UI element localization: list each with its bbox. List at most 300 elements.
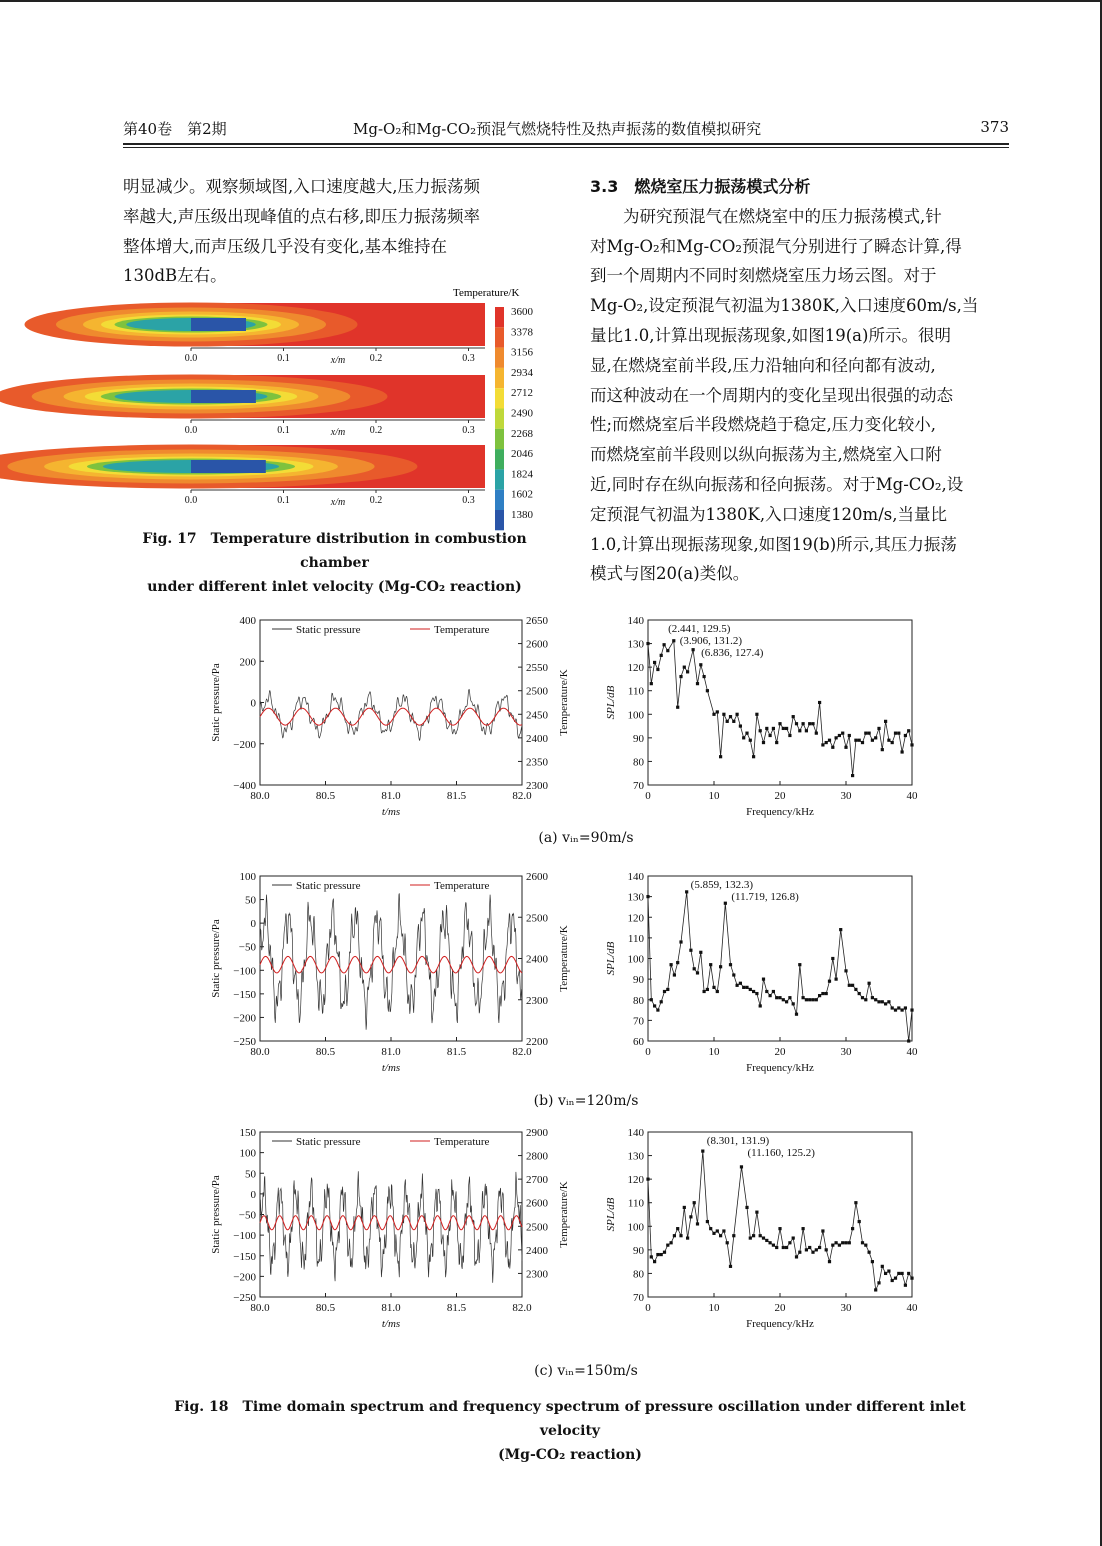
spl-data-point (841, 1241, 844, 1244)
spl-data-point (828, 739, 831, 742)
spl-data-point (835, 978, 838, 981)
spl-data-point (818, 701, 821, 704)
y-tick-label: 120 (627, 662, 644, 675)
spl-data-point (703, 675, 706, 678)
y2-tick-label: 2300 (526, 1268, 548, 1281)
y-tick-label: 140 (627, 871, 644, 883)
legend-label-pressure: Static pressure (296, 624, 361, 636)
spl-data-point (785, 1000, 788, 1003)
spl-data-point (910, 1277, 913, 1280)
spl-data-point (868, 732, 871, 735)
y-tick-label: 80 (633, 1268, 644, 1281)
y-axis-label: SPL/dB (605, 1197, 617, 1232)
y2-tick-label: 2600 (526, 1197, 548, 1210)
peak-annotation: (11.719, 126.8) (731, 891, 799, 903)
spl-data-point (910, 743, 913, 746)
spl-data-point (854, 1201, 857, 1204)
x-tick-label: 80.0 (250, 790, 270, 802)
spl-data-point (762, 1236, 765, 1239)
spl-data-point (663, 643, 666, 646)
spl-data-point (871, 1260, 874, 1263)
spl-data-point (805, 729, 808, 732)
x-tick-label: 80.5 (315, 1302, 336, 1314)
x-tick-label: 80.5 (315, 790, 336, 802)
x-tick-label: 81.5 (446, 1046, 467, 1058)
spl-data-point (709, 1227, 712, 1230)
spl-data-point (868, 982, 871, 985)
spl-data-point (755, 1211, 758, 1214)
left-column-text (123, 172, 546, 291)
legend-tick-label: 1602 (511, 488, 533, 501)
spl-data-point (907, 729, 910, 732)
spl-data-point (716, 1229, 719, 1232)
spl-data-point (802, 996, 805, 999)
legend-color-swatch (495, 348, 504, 368)
spl-data-point (719, 965, 722, 968)
spl-data-point (670, 1241, 673, 1244)
spl-data-point (868, 1251, 871, 1254)
x-axis-label: x/m (330, 497, 346, 508)
peak-annotation: (2.441, 129.5) (668, 623, 731, 635)
spl-data-point (815, 732, 818, 735)
y-tick-label: 100 (627, 1221, 644, 1234)
x-tick-label: 80.0 (250, 1046, 270, 1058)
spl-data-point (692, 648, 695, 651)
static-pressure-series (260, 1171, 522, 1283)
spl-data-point (839, 928, 842, 931)
y-tick-label: 130 (627, 1150, 644, 1163)
y-tick-label: 60 (633, 1036, 644, 1048)
x-tick-label: 81.5 (446, 1302, 467, 1314)
spl-data-point (821, 992, 824, 995)
section-heading: 3.3 燃烧室压力振荡模式分析 (590, 177, 811, 196)
text-line: 到一个周期内不同时刻燃烧室压力场云图。对于 (590, 266, 937, 286)
spl-data-point (683, 1206, 686, 1209)
spl-data-point (778, 996, 781, 999)
x-tick-label: 80.0 (250, 1302, 270, 1314)
text-line: 量比1.0,计算出现振荡现象,如图19(a)所示。很明 (590, 325, 951, 345)
spl-data-point (693, 1201, 696, 1204)
spl-data-point (821, 1229, 824, 1232)
spl-data-point (676, 961, 679, 964)
spl-data-point (749, 988, 752, 991)
spl-data-point (844, 746, 847, 749)
fig17-caption-line1: Fig. 17 Temperature distribution in combustion chamber (142, 531, 527, 571)
spl-data-point (742, 736, 745, 739)
fig17-temperature-contours (123, 285, 553, 525)
x-tick-label: 30 (840, 790, 852, 802)
legend-label-temperature: Temperature (434, 624, 490, 636)
spl-data-point (901, 750, 904, 753)
spl-data-point (907, 1039, 910, 1042)
spl-data-point (851, 774, 854, 777)
spl-data-point (907, 1272, 910, 1275)
legend-tick-label: 3600 (511, 306, 533, 318)
page-number: 373 (980, 118, 1009, 136)
spl-data-point (703, 990, 706, 993)
y-tick-label: −150 (233, 1250, 256, 1263)
spl-data-point (838, 1244, 841, 1247)
plot-frame (260, 620, 522, 785)
spl-data-point (864, 1244, 867, 1247)
spl-data-point (874, 998, 877, 1001)
spl-data-point (792, 1002, 795, 1005)
spl-data-point (679, 1234, 682, 1237)
spl-data-point (672, 639, 675, 642)
spl-data-point (660, 654, 663, 657)
spl-data-point (788, 996, 791, 999)
text-line: 而燃烧室前半段则以纵向振荡为主,燃烧室入口附 (590, 445, 942, 465)
x-tick-label: 0.0 (184, 495, 198, 506)
spl-data-point (656, 668, 659, 671)
paper-title-header: Mg-O₂和Mg-CO₂预混气燃烧特性及热声振荡的数值模拟研究 (353, 120, 762, 138)
spl-data-point (798, 729, 801, 732)
y-tick-label: 100 (239, 871, 256, 883)
spl-data-point (785, 1246, 788, 1249)
spl-data-point (765, 1239, 768, 1242)
y-tick-label: 130 (627, 891, 644, 904)
legend-label-pressure: Static pressure (296, 880, 361, 892)
spl-data-point (726, 1241, 729, 1244)
spl-data-point (685, 890, 688, 893)
y2-tick-label: 2550 (526, 662, 548, 675)
spl-data-point (650, 998, 653, 1001)
spl-data-point (666, 988, 669, 991)
spl-data-point (778, 1227, 781, 1230)
spl-data-point (712, 1232, 715, 1235)
spl-data-point (858, 739, 861, 742)
x-tick-label: 81.0 (381, 1046, 401, 1058)
spl-data-point (788, 734, 791, 737)
chart-a-time-domain (205, 610, 570, 825)
spl-data-point (884, 1272, 887, 1275)
y2-axis-label: Temperature/K (558, 1181, 570, 1248)
text-line: 1.0,计算出现振荡现象,如图19(b)所示,其压力振荡 (590, 534, 957, 554)
y-tick-label: −200 (233, 738, 256, 751)
spl-data-point (881, 748, 884, 751)
fig17-caption (123, 527, 546, 599)
spl-data-point (745, 732, 748, 735)
spl-data-point (759, 1004, 762, 1007)
legend-label-temperature: Temperature (434, 1136, 490, 1148)
subcaption-b: (b) vᵢₙ=120m/s (533, 1093, 639, 1109)
spl-data-point (782, 1246, 785, 1249)
spl-data-point (679, 675, 682, 678)
spl-data-point (726, 720, 729, 723)
spl-data-point (811, 722, 814, 725)
spl-data-point (716, 710, 719, 713)
spl-data-point (712, 713, 715, 716)
y-tick-label: −250 (233, 1036, 256, 1048)
spl-data-point (696, 1222, 699, 1225)
spl-data-point (696, 682, 699, 685)
spl-data-point (901, 1272, 904, 1275)
spl-data-point (765, 727, 768, 730)
x-tick-label: 20 (774, 1302, 786, 1314)
y2-tick-label: 2500 (526, 1221, 548, 1234)
spl-data-point (670, 963, 673, 966)
text-line: 模式与图20(a)类似。 (590, 564, 750, 584)
spl-data-point (765, 990, 768, 993)
spl-data-point (785, 727, 788, 730)
y-tick-label: 110 (627, 685, 644, 698)
spl-series-line (648, 892, 912, 1041)
y2-axis-label: Temperature/K (558, 669, 570, 736)
spl-data-point (749, 1236, 752, 1239)
spl-data-point (732, 1234, 735, 1237)
text-line: 率越大,声压级出现峰值的点右移,即压力振荡频率 (123, 206, 480, 226)
chart-c-time-domain (205, 1122, 570, 1352)
header-rule-thin (123, 147, 1009, 148)
text-line: 130dB左右。 (123, 266, 227, 286)
spl-data-point (683, 666, 686, 669)
spl-data-point (782, 727, 785, 730)
spl-data-point (808, 998, 811, 1001)
y-tick-label: −100 (233, 1230, 256, 1243)
spl-data-point (831, 1244, 834, 1247)
static-pressure-series (260, 690, 522, 741)
legend-tick-label: 2934 (511, 366, 533, 379)
spl-data-point (646, 1178, 649, 1181)
text-line: 整体增大,而声压级几乎没有变化,基本维持在 (123, 236, 447, 256)
chart-b-time-domain (205, 866, 570, 1081)
y2-tick-label: 2450 (526, 709, 548, 722)
y-tick-label: −100 (233, 965, 256, 978)
spl-data-point (828, 980, 831, 983)
spl-data-point (881, 1265, 884, 1268)
spl-data-point (835, 736, 838, 739)
y2-tick-label: 2800 (526, 1150, 548, 1163)
spl-data-point (891, 1279, 894, 1282)
x-tick-label: 82.0 (512, 790, 532, 802)
spl-data-point (874, 736, 877, 739)
y-tick-label: −150 (233, 988, 256, 1001)
y-tick-label: 130 (627, 638, 644, 651)
y-tick-label: 0 (250, 1188, 256, 1201)
text-line: 性;而燃烧室后半段燃烧趋于稳定,压力变化较小, (590, 415, 937, 435)
spl-data-point (745, 1206, 748, 1209)
spl-data-point (706, 988, 709, 991)
legend-tick-label: 1380 (511, 509, 533, 521)
header-rule-thick (123, 143, 1009, 145)
spl-data-point (762, 978, 765, 981)
x-tick-label: 0.2 (369, 495, 383, 506)
peak-annotation: (6.836, 127.4) (701, 647, 764, 659)
spl-data-point (775, 741, 778, 744)
spl-data-point (877, 1281, 880, 1284)
text-line: 显,在燃烧室前半段,压力沿轴向和径向都有波动, (590, 355, 936, 375)
spl-data-point (891, 1006, 894, 1009)
x-tick-label: 82.0 (512, 1046, 532, 1058)
subcaption-a: (a) vᵢₙ=90m/s (538, 830, 634, 846)
spl-data-point (802, 722, 805, 725)
spl-data-point (884, 720, 887, 723)
spl-data-point (732, 973, 735, 976)
y2-tick-label: 2200 (526, 1036, 548, 1048)
spl-data-point (831, 746, 834, 749)
spl-data-point (693, 967, 696, 970)
x-tick-label: 30 (840, 1302, 852, 1314)
spl-data-point (660, 1253, 663, 1256)
x-tick-label: 0.0 (184, 425, 198, 436)
spl-data-point (877, 1000, 880, 1003)
legend-color-swatch (495, 469, 504, 489)
text-line: 明显减少。观察频域图,入口速度越大,压力振荡频 (123, 177, 480, 196)
spl-data-point (904, 734, 907, 737)
spl-data-point (848, 984, 851, 987)
color-legend (495, 306, 534, 530)
y-axis-label: Static pressure/Pa (210, 1175, 222, 1254)
spl-data-point (897, 1006, 900, 1009)
x-tick-label: 82.0 (512, 1302, 532, 1314)
spl-data-point (772, 990, 775, 993)
text-line: 近,同时存在纵向振荡和径向振荡。对于Mg-CO₂,设 (590, 474, 964, 494)
x-tick-label: 0.2 (369, 353, 383, 364)
chart-b-frequency-domain (596, 866, 931, 1081)
spl-data-point (901, 1008, 904, 1011)
static-pressure-series (260, 893, 522, 1029)
spl-data-point (788, 1241, 791, 1244)
legend-color-swatch (495, 490, 504, 510)
contour-panels (0, 303, 485, 509)
spl-data-point (778, 722, 781, 725)
spl-data-point (848, 734, 851, 737)
y-tick-label: 50 (245, 894, 256, 907)
x-tick-label: 0.3 (462, 425, 475, 436)
spl-data-point (663, 990, 666, 993)
x-tick-label: 0.3 (462, 353, 475, 364)
x-axis-label: t/ms (381, 1318, 401, 1330)
y2-tick-label: 2350 (526, 756, 548, 769)
text-line: 为研究预混气在燃烧室中的压力振荡模式,针 (623, 206, 942, 226)
spl-data-point (894, 1008, 897, 1011)
spl-data-point (851, 1227, 854, 1230)
y-axis-label: Static pressure/Pa (210, 663, 222, 742)
spl-data-point (802, 1227, 805, 1230)
y-axis-label: SPL/dB (605, 685, 617, 720)
spl-data-point (739, 982, 742, 985)
plot-frame (260, 1132, 522, 1297)
x-tick-label: 0.3 (462, 495, 475, 506)
y-tick-label: 80 (633, 994, 644, 1007)
y-tick-label: −400 (233, 780, 256, 792)
legend-color-swatch (495, 327, 504, 347)
spl-data-point (722, 1229, 725, 1232)
y2-tick-label: 2400 (526, 1244, 548, 1257)
spl-data-point (719, 755, 722, 758)
fig17-caption-line2: under different inlet velocity (Mg-CO₂ reaction) (147, 579, 522, 595)
spl-data-point (673, 973, 676, 976)
x-tick-label: 20 (774, 1046, 786, 1058)
fig18-caption (150, 1395, 990, 1467)
spl-data-point (666, 649, 669, 652)
y-tick-label: −200 (233, 1271, 256, 1284)
spl-data-point (712, 986, 715, 989)
spl-data-point (769, 994, 772, 997)
x-tick-label: 30 (840, 1046, 852, 1058)
page-border-top (0, 0, 1102, 2)
legend-color-swatch (495, 388, 504, 408)
spl-data-point (848, 1241, 851, 1244)
y-tick-label: −250 (233, 1292, 256, 1304)
x-tick-label: 80.5 (315, 1046, 336, 1058)
y-tick-label: −200 (233, 1012, 256, 1025)
inlet-jet (191, 460, 266, 473)
x-tick-label: 0.1 (277, 353, 290, 364)
spl-data-point (795, 1013, 798, 1016)
x-tick-label: 10 (708, 1046, 720, 1058)
fig18-caption-line2: (Mg-CO₂ reaction) (498, 1447, 642, 1463)
spl-data-point (811, 1251, 814, 1254)
spl-data-point (679, 940, 682, 943)
text-line: Mg-O₂,设定预混气初温为1380K,入口速度60m/s,当 (590, 296, 979, 316)
y-tick-label: 70 (633, 1292, 644, 1304)
y2-tick-label: 2500 (526, 912, 548, 925)
inlet-jet (191, 390, 256, 403)
spl-data-point (650, 682, 653, 685)
spl-data-point (884, 1002, 887, 1005)
y-axis-label: Static pressure/Pa (210, 919, 222, 998)
spl-data-point (745, 986, 748, 989)
spl-data-point (825, 741, 828, 744)
spl-data-point (729, 963, 732, 966)
y-tick-label: −50 (238, 1209, 256, 1222)
x-axis-label: x/m (330, 427, 346, 438)
spl-data-point (891, 741, 894, 744)
y2-tick-label: 2600 (526, 871, 548, 883)
y-tick-label: 70 (633, 780, 644, 792)
spl-data-point (904, 1006, 907, 1009)
spl-data-point (653, 1260, 656, 1263)
spl-data-point (844, 969, 847, 972)
x-tick-label: 0.0 (184, 353, 198, 364)
spl-data-point (676, 1227, 679, 1230)
spl-data-point (686, 1236, 689, 1239)
spl-data-point (877, 727, 880, 730)
spl-data-point (821, 743, 824, 746)
spl-data-point (699, 663, 702, 666)
x-tick-label: 0 (645, 1046, 651, 1058)
chart-c-frequency-domain (596, 1122, 931, 1352)
x-axis-label: t/ms (381, 806, 401, 818)
spl-data-point (861, 1241, 864, 1244)
spl-data-point (663, 1251, 666, 1254)
spl-data-point (792, 715, 795, 718)
peak-annotation: (5.859, 132.3) (690, 879, 753, 891)
spl-data-point (656, 1253, 659, 1256)
spl-data-point (838, 734, 841, 737)
spl-data-point (653, 1004, 656, 1007)
spl-data-point (798, 1251, 801, 1254)
y2-tick-label: 2600 (526, 638, 548, 651)
spl-data-point (864, 732, 867, 735)
legend-color-swatch (495, 429, 504, 449)
spl-data-point (851, 984, 854, 987)
chart-a-frequency-domain (596, 610, 931, 825)
spl-data-point (835, 1241, 838, 1244)
x-axis-label: x/m (330, 355, 346, 366)
spl-data-point (795, 722, 798, 725)
x-tick-label: 40 (906, 790, 918, 802)
spl-data-point (653, 661, 656, 664)
subcaption-c: (c) vᵢₙ=150m/s (534, 1363, 638, 1379)
text-line: 定预混气初温为1380K,入口速度120m/s,当量比 (590, 504, 947, 524)
spl-data-point (815, 1248, 818, 1251)
x-tick-label: 0 (645, 1302, 651, 1314)
spl-data-point (808, 722, 811, 725)
spl-data-point (689, 1215, 692, 1218)
spl-data-point (818, 1246, 821, 1249)
